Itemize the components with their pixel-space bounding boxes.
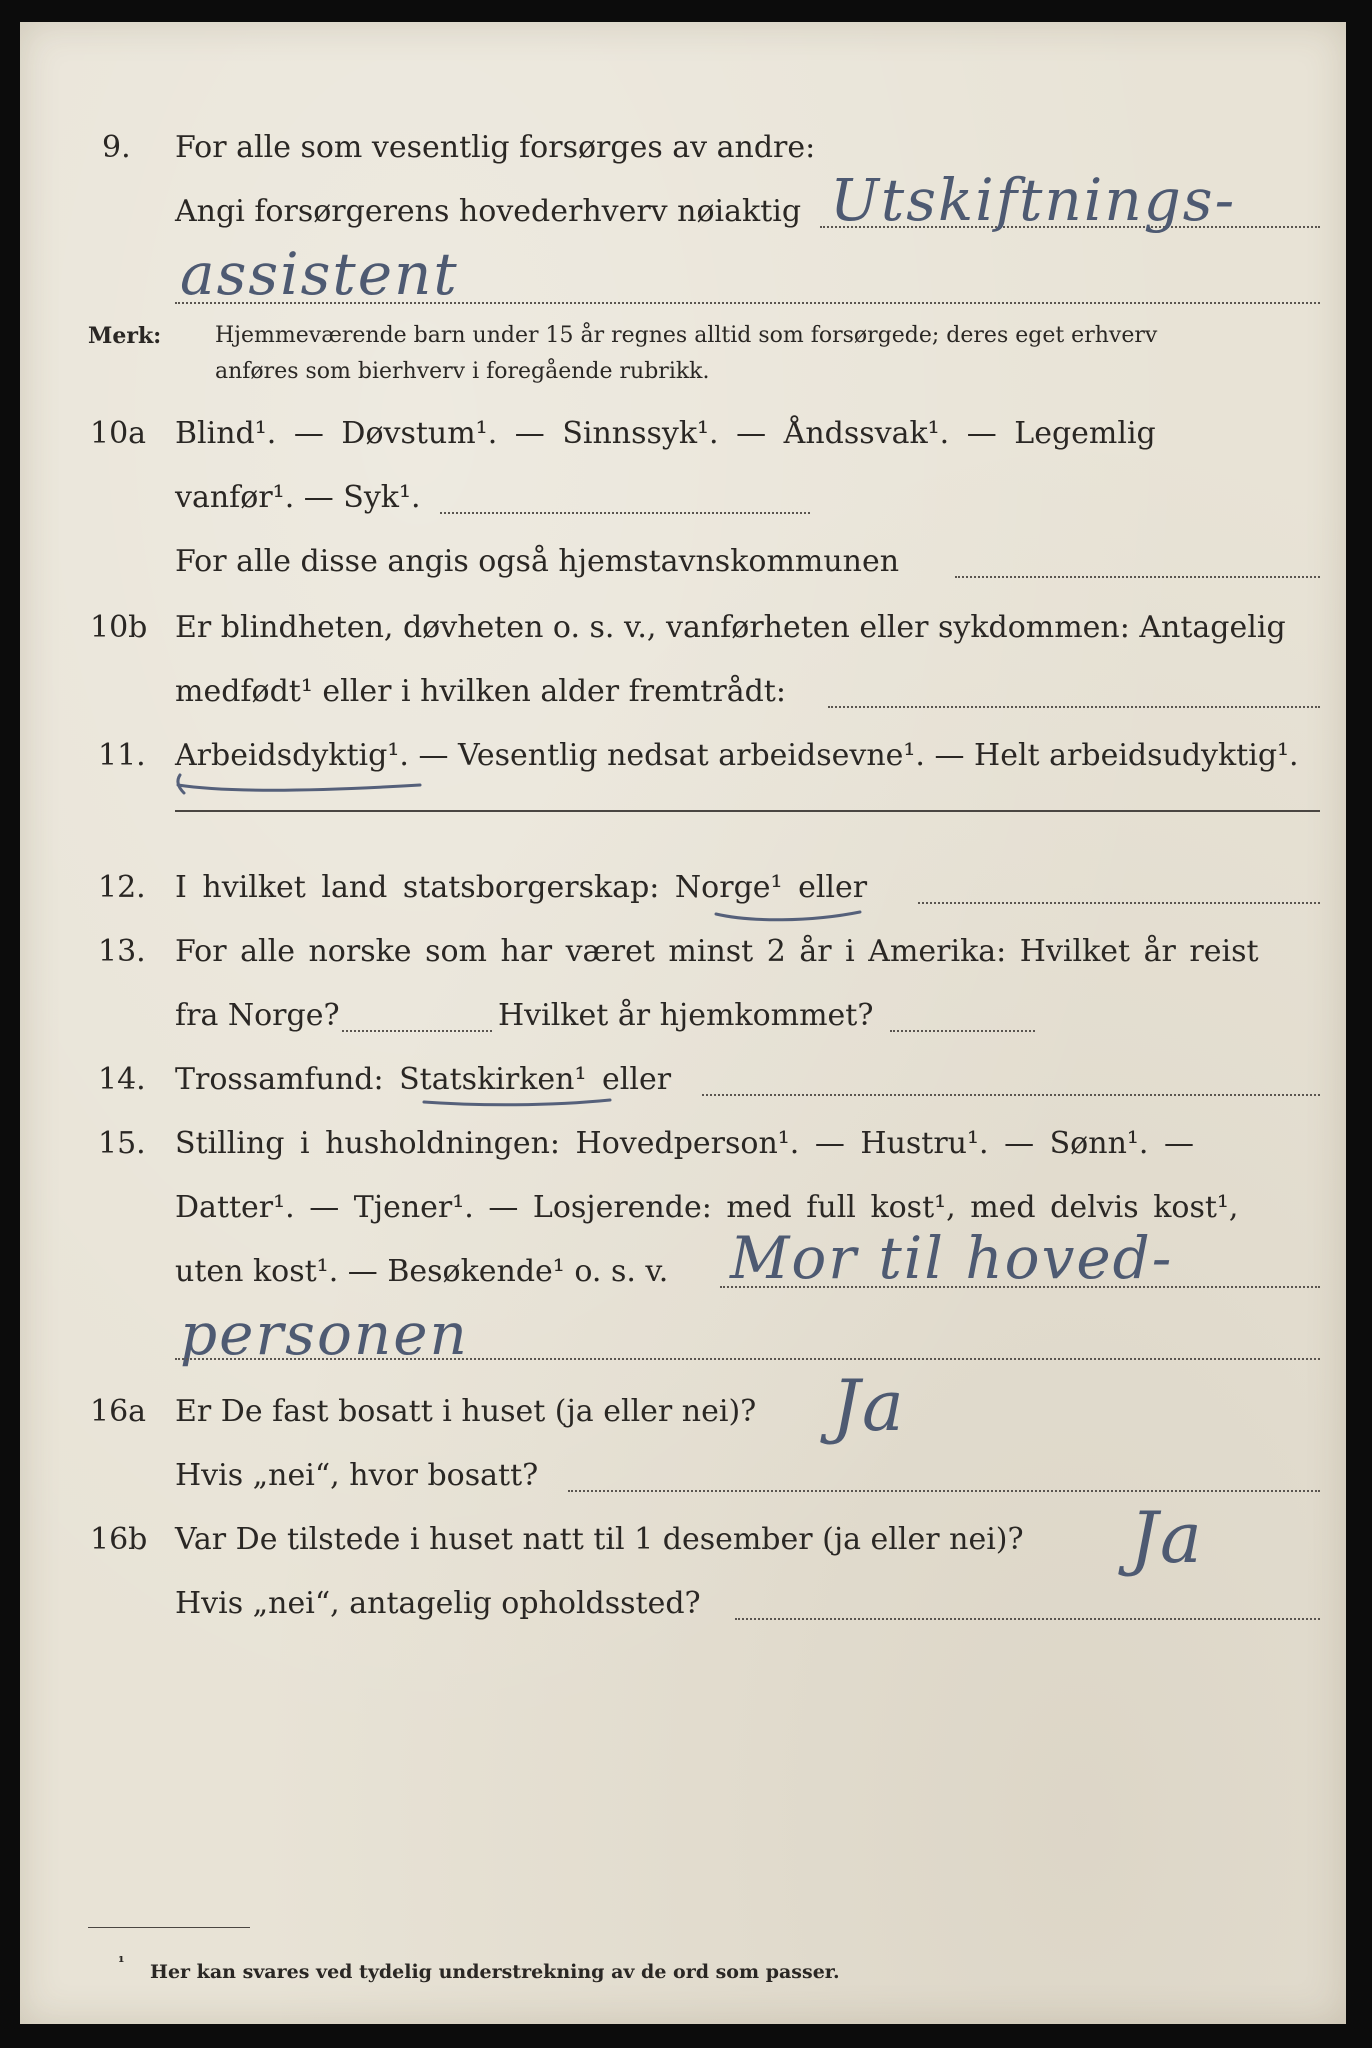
q9-answer-line2 [175,302,1320,304]
q16b-line2: Hvis „nei“, antagelig opholdssted? [175,1586,701,1621]
q13-year-left-line [342,1030,492,1032]
q12-line1: I hvilket land statsborgerskap: Norge¹ eller [175,870,868,905]
q13-number: 13. [98,934,146,969]
q11-answer-line [175,810,1320,812]
q14-number: 14. [98,1062,146,1097]
q16a-line2: Hvis „nei“, hvor bosatt? [175,1458,539,1493]
q10a-line3: For alle disse angis også hjemstavnskommunen [175,544,900,579]
q16b-handwritten-answer: Ja [1130,1497,1204,1579]
q9-line2: Angi forsørgerens hovederhverv nøiaktig [175,194,802,229]
q14-underline-mark [420,1082,620,1112]
census-form-page [20,22,1346,2024]
q12-underline-mark [710,892,870,928]
q16b-number: 16b [90,1522,148,1557]
q9-handwritten-answer-1: Utskiftnings- [830,166,1237,234]
q15-answer-line2 [175,1358,1320,1360]
q15-line2: Datter¹. — Tjener¹. — Losjerende: med full kost¹, med delvis kost¹, [175,1190,1239,1225]
merk-label: Merk: [88,323,162,349]
merk-line2: anføres som bierhverv i foregående rubrikk. [215,359,710,384]
q13-year-returned-line [890,1030,1035,1032]
q10a-home-municipality-line [955,576,1320,578]
q16a-handwritten-answer: Ja [832,1365,906,1447]
q9-line1: For alle som vesentlig forsørges av andre: [175,130,816,165]
q11-underline-mark [170,757,430,797]
q10b-line1: Er blindheten, døvheten o. s. v., vanførheten eller sykdommen: Antagelig [175,610,1286,645]
footnote-rule [88,1927,250,1928]
q11-number: 11. [98,738,146,773]
q16b-answer-line [735,1618,1320,1620]
q15-handwritten-answer-2: personen [180,1300,469,1368]
q10b-line2: medfødt¹ eller i hvilken alder fremtrådt: [175,674,786,709]
q10a-sick-answer-line [440,512,810,514]
merk-line1: Hjemmeværende barn under 15 år regnes alltid som forsørgede; deres eget erhverv [215,323,1158,348]
q16b-line1: Var De tilstede i huset natt til 1 desember (ja eller nei)? [175,1522,1024,1557]
q13-line2b: Hvilket år hjemkommet? [498,998,874,1033]
q9-number: 9. [102,130,131,165]
q13-line1: For alle norske som har været minst 2 år i Amerika: Hvilket år reist [175,934,1259,969]
q11-line1: Arbeidsdyktig¹. — Vesentlig nedsat arbeidsevne¹. — Helt arbeidsudyktig¹. [175,738,1299,773]
q10b-answer-line [828,706,1320,708]
q12-number: 12. [98,870,146,905]
q15-handwritten-answer-1: Mor til hoved- [730,1224,1174,1292]
q14-line1: Trossamfund: Statskirken¹ eller [175,1062,672,1097]
q10a-line1: Blind¹. — Døvstum¹. — Sinnssyk¹. — Åndssvak¹. — Legemlig [175,416,1156,451]
q12-answer-line [918,902,1320,904]
q10b-number: 10b [90,610,148,645]
footnote-text: Her kan svares ved tydelig understrekning av de ord som passer. [150,1961,840,1983]
footnote-mark: ¹ [118,1953,125,1971]
q16a-answer-line [568,1490,1320,1492]
q15-number: 15. [98,1126,146,1161]
q15-answer-line1 [720,1286,1320,1288]
q10a-line2: vanfør¹. — Syk¹. [175,480,421,515]
q16a-line1: Er De fast bosatt i huset (ja eller nei)? [175,1394,757,1429]
q9-handwritten-answer-2: assistent [180,240,459,308]
q15-line3: uten kost¹. — Besøkende¹ o. s. v. [175,1254,669,1289]
q14-answer-line [702,1094,1320,1096]
q15-line1: Stilling i husholdningen: Hovedperson¹. — Hustru¹. — Sønn¹. — [175,1126,1194,1161]
q16a-number: 16a [90,1394,147,1429]
q10a-number: 10a [90,416,147,451]
q13-line2a: fra Norge? [175,998,340,1033]
